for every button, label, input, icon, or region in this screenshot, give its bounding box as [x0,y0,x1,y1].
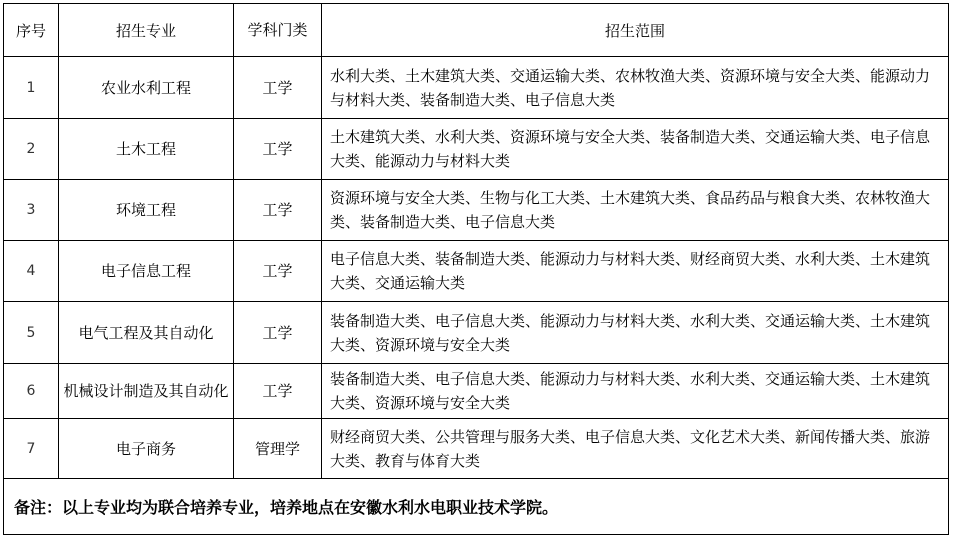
note-text: 备注：以上专业均为联合培养专业，培养地点在安徽水利水电职业技术学院。 [4,479,949,535]
header-scope: 招生范围 [322,4,949,57]
header-num: 序号 [4,4,59,57]
row-discipline: 工学 [234,241,322,302]
row-major: 土木工程 [59,119,234,180]
table-row [4,419,949,479]
row-num: 7 [4,419,59,479]
row-discipline: 管理学 [234,419,322,479]
enrollment-table [3,3,949,535]
row-scope: 水利大类、土木建筑大类、交通运输大类、农林牧渔大类、资源环境与安全大类、能源动力与材料大类、装备制造大类、电子信息大类 [322,57,949,119]
row-num: 6 [4,364,59,419]
row-major: 机械设计制造及其自动化 [59,364,234,419]
row-discipline: 工学 [234,302,322,364]
header-discipline: 学科门类 [234,4,322,57]
row-discipline: 工学 [234,180,322,241]
row-num: 4 [4,241,59,302]
row-discipline: 工学 [234,119,322,180]
row-major: 电气工程及其自动化 [59,302,234,364]
table-row [4,180,949,241]
header-row [4,4,949,57]
row-major: 电子商务 [59,419,234,479]
row-scope: 装备制造大类、电子信息大类、能源动力与材料大类、水利大类、交通运输大类、土木建筑大类、资源环境与安全大类 [322,364,949,419]
row-scope: 资源环境与安全大类、生物与化工大类、土木建筑大类、食品药品与粮食大类、农林牧渔大类、装备制造大类、电子信息大类 [322,180,949,241]
row-scope: 土木建筑大类、水利大类、资源环境与安全大类、装备制造大类、交通运输大类、电子信息大类、能源动力与材料大类 [322,119,949,180]
row-discipline: 工学 [234,364,322,419]
table-row [4,119,949,180]
note-row [4,479,949,535]
row-num: 5 [4,302,59,364]
row-scope: 电子信息大类、装备制造大类、能源动力与材料大类、财经商贸大类、水利大类、土木建筑大类、交通运输大类 [322,241,949,302]
table-row [4,302,949,364]
table-row [4,364,949,419]
row-major: 农业水利工程 [59,57,234,119]
row-scope: 财经商贸大类、公共管理与服务大类、电子信息大类、文化艺术大类、新闻传播大类、旅游大类、教育与体育大类 [322,419,949,479]
row-scope: 装备制造大类、电子信息大类、能源动力与材料大类、水利大类、交通运输大类、土木建筑大类、资源环境与安全大类 [322,302,949,364]
row-discipline: 工学 [234,57,322,119]
header-major: 招生专业 [59,4,234,57]
row-major: 环境工程 [59,180,234,241]
table-row [4,241,949,302]
table-row [4,57,949,119]
row-num: 1 [4,57,59,119]
row-num: 2 [4,119,59,180]
row-major: 电子信息工程 [59,241,234,302]
row-num: 3 [4,180,59,241]
